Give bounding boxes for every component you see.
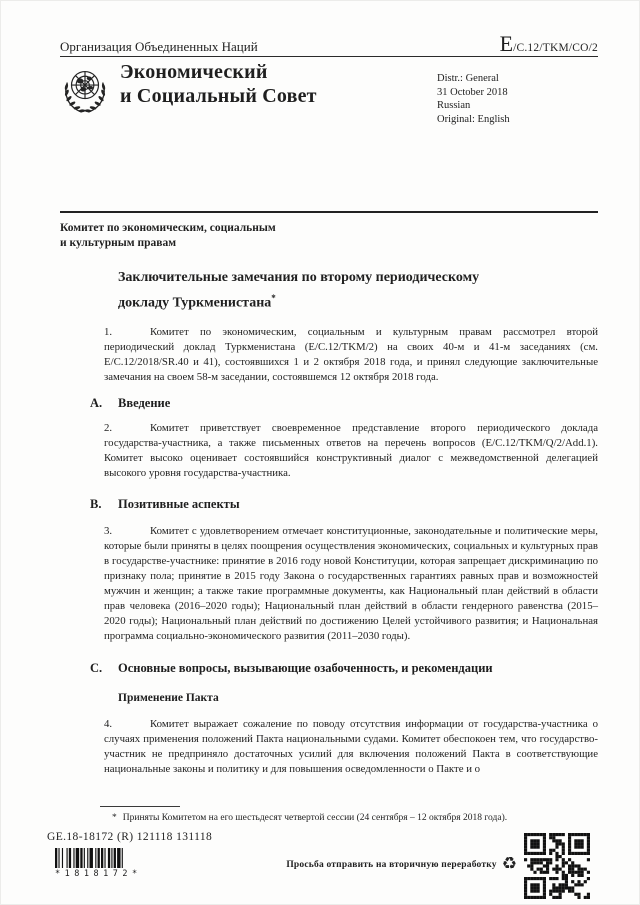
paragraph-2-number: 2. [104,421,113,434]
distr-original: Original: English [437,113,510,125]
header-divider [60,56,598,57]
section-a-letter: A. [90,395,103,410]
distr-date: 31 October 2018 [437,86,508,98]
org-name: Организация Объединенных Наций [60,39,258,54]
doc-symbol [500,33,598,56]
paragraph-3-text: Комитет с удовлетворением отмечает конституционные, законодательные и политические меры, которые были приняты в целях поощрения осуществления экономических, социальных и культурных прав в государстве-участнике: принятие в 2016 году новой Конституции, которая запрещает дискриминацию по признаку пола; принятие в 2015 году Закона о государственных гарантиях равных прав и возможностей мужчин и женщин; а также такие программные документы, как Национальный план действий в области прав человека (2016–2020 годы); Национальный план действий в области гендерного равенства (2015–2020 годы); Национальный план действий по достижению Целей устойчивого развития; и Национальная программа социально-экономического развития (2011–2030 годы). [104,524,598,642]
paragraph-2-text: Комитет приветствует своевременное представление второго периодического доклада государства-участника, а также письменных ответов на перечень вопросов (E/C.12/TKM/Q/2/Add.1). Комитет высоко оценивает состоявшийся конструктивный диалог с межведомственной делегацией высокого уровня государства-участника. [104,421,598,479]
section-b-letter: B. [90,496,102,511]
committee-name-line2: и культурным правам [60,237,177,249]
footnote [104,812,574,824]
doc-symbol-number: /C.12/TKM/CO/2 [513,42,598,54]
paragraph-2 [104,421,598,481]
ge-document-number: GE.18-18172 (R) 121118 131118 [47,831,213,843]
council-title-line1: Экономический [120,61,268,83]
barcode-label: *1818172* [55,869,142,879]
section-heading-b [90,496,598,513]
paragraph-1-number: 1. [104,325,113,338]
doc-symbol-series: E [499,31,514,56]
distr-language: Russian [437,100,471,111]
paragraph-3-number: 3. [104,524,113,537]
paragraph-4 [104,717,598,777]
section-heading-c [90,660,598,677]
footnote-text: Приняты Комитетом на его шестьдесят четвертой сессии (24 сентября – 12 октября 2018 года). [122,813,508,823]
recycle-notice [286,856,517,873]
document-body [60,221,598,777]
document-title [118,268,520,314]
committee-name [60,221,598,251]
qr-code [524,833,590,899]
page-header [60,33,598,56]
footnote-divider [100,806,180,807]
paragraph-1-text: Комитет по экономическим, социальным и культурным правам рассмотрел второй периодический доклад Туркменистана (E/C.12/TKM/2) на своих 40-м и 41-м заседаниях (см. E/C.12/2018/SR.40 и 41), состоявшихся 1 и 2 октября 2018 года, и принял следующие заключительные замечания на своем 58-м заседании, состоявшемся 12 октября 2018 года. [104,325,598,383]
paragraph-4-text: Комитет выражает сожаление по поводу отсутствия информации от государства-участника о случаях применения положений Пакта национальными судами. Комитет обеспокоен тем, что государство-участник не предприняло достаточных усилий для включения положений Пакта в соответствующие национальные законы и политику и для повышения осведомленности о Пакте и о [104,717,598,775]
committee-name-line1: Комитет по экономическим, социальным [60,222,276,234]
council-title-line2: и Социальный Совет [120,85,317,107]
section-heading-a [90,395,598,412]
un-emblem-icon [58,62,112,120]
paragraph-1 [104,325,598,385]
distribution-block [437,72,510,126]
masthead-divider [60,211,598,213]
section-c-letter: C. [90,660,103,675]
barcode [55,848,141,879]
section-b-title: Позитивные аспекты [118,496,240,511]
section-a-title: Введение [118,395,171,410]
section-c-title: Основные вопросы, вызывающие озабоченность, и рекомендации [118,660,493,675]
distr-type: Distr.: General [437,73,499,84]
recycle-icon: ♻ [501,854,517,874]
paragraph-3 [104,524,598,644]
recycle-text: Просьба отправить на вторичную переработку [286,859,497,870]
council-title [120,60,317,108]
subheading-covenant-application: Применение Пакта [118,691,219,704]
footnote-mark: * [112,813,117,823]
paragraph-4-number: 4. [104,717,113,730]
document-title-text: Заключительные замечания по второму периодическому докладу Туркменистана [118,270,480,311]
title-footnote-mark: * [271,293,276,303]
barcode-bars [55,848,139,868]
